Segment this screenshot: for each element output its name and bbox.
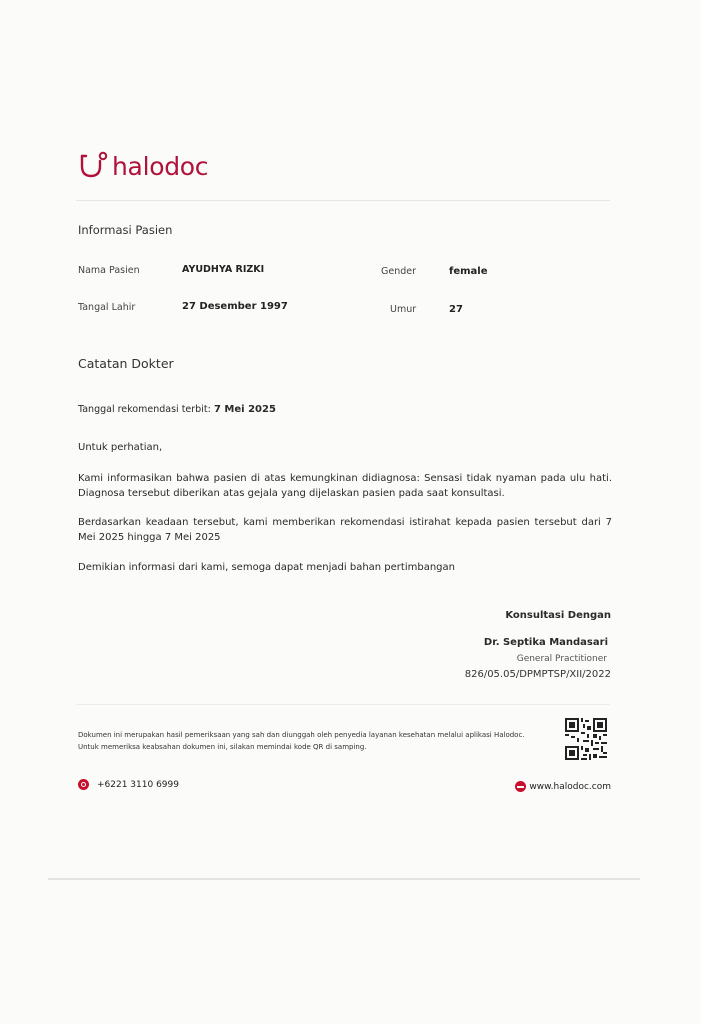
patient-name-label: Nama Pasien bbox=[78, 265, 140, 276]
footer-divider bbox=[76, 704, 610, 705]
doctor-notes-heading: Catatan Dokter bbox=[78, 356, 174, 371]
dob-label: Tangal Lahir bbox=[78, 302, 136, 313]
doctor-title: General Practitioner bbox=[516, 654, 607, 664]
age-label: Umur bbox=[390, 304, 417, 315]
phone-number: +6221 3110 6999 bbox=[97, 779, 179, 790]
diagnosis-paragraph: Kami informasikan bahwa pasien di atas kemungkinan didiagnosa: Sensasi tidak nyaman pada ulu hati. Diagnosa tersebut diberikan atas gejala yang dijelaskan pasien pada saat konsultasi. bbox=[78, 473, 612, 499]
website-link[interactable] bbox=[515, 781, 611, 792]
doctor-name: Dr. Septika Mandasari bbox=[483, 637, 608, 648]
closing-text: Demikian informasi dari kami, semoga dapat menjadi bahan pertimbangan bbox=[78, 562, 455, 573]
phone-icon bbox=[78, 779, 89, 790]
issued-date bbox=[78, 402, 276, 417]
age-value: 27 bbox=[449, 304, 463, 315]
phone-contact[interactable] bbox=[78, 779, 179, 790]
recommendation-paragraph: Berdasarkan keadaan tersebut, kami memberikan rekomendasi istirahat kepada pasien tersebut dari 7 Mei 2025 hingga 7 Mei 2025 bbox=[78, 517, 612, 543]
header-divider bbox=[76, 200, 610, 201]
page-bottom-edge bbox=[48, 878, 640, 880]
dob-value: 27 Desember 1997 bbox=[182, 301, 288, 312]
halodoc-logo bbox=[78, 150, 208, 182]
license-number: 826/05.05/DPMPTSP/XII/2022 bbox=[464, 669, 611, 680]
issued-date-value: 7 Mei 2025 bbox=[213, 404, 276, 415]
stethoscope-icon bbox=[78, 150, 108, 182]
patient-name-value: AYUDHYA RIZKI bbox=[182, 264, 265, 275]
qr-code[interactable] bbox=[565, 718, 607, 760]
issued-date-label: Tanggal rekomendasi terbit: bbox=[78, 404, 211, 415]
patient-info-heading: Informasi Pasien bbox=[78, 223, 173, 237]
greeting: Untuk perhatian, bbox=[78, 442, 163, 453]
web-icon bbox=[515, 781, 526, 792]
disclaimer-text: Dokumen ini merupakan hasil pemeriksaan yang sah dan diunggah oleh penyedia layanan kesehatan melalui aplikasi Halodoc. Untuk memeriksa keabsahan dokumen ini, silakan memindai kode QR di samping. bbox=[78, 731, 525, 751]
brand-name: halodoc bbox=[112, 151, 209, 181]
consult-label: Konsultasi Dengan bbox=[505, 610, 611, 621]
gender-label: Gender bbox=[381, 266, 417, 277]
gender-value: female bbox=[449, 266, 488, 277]
website-url: www.halodoc.com bbox=[529, 781, 611, 792]
